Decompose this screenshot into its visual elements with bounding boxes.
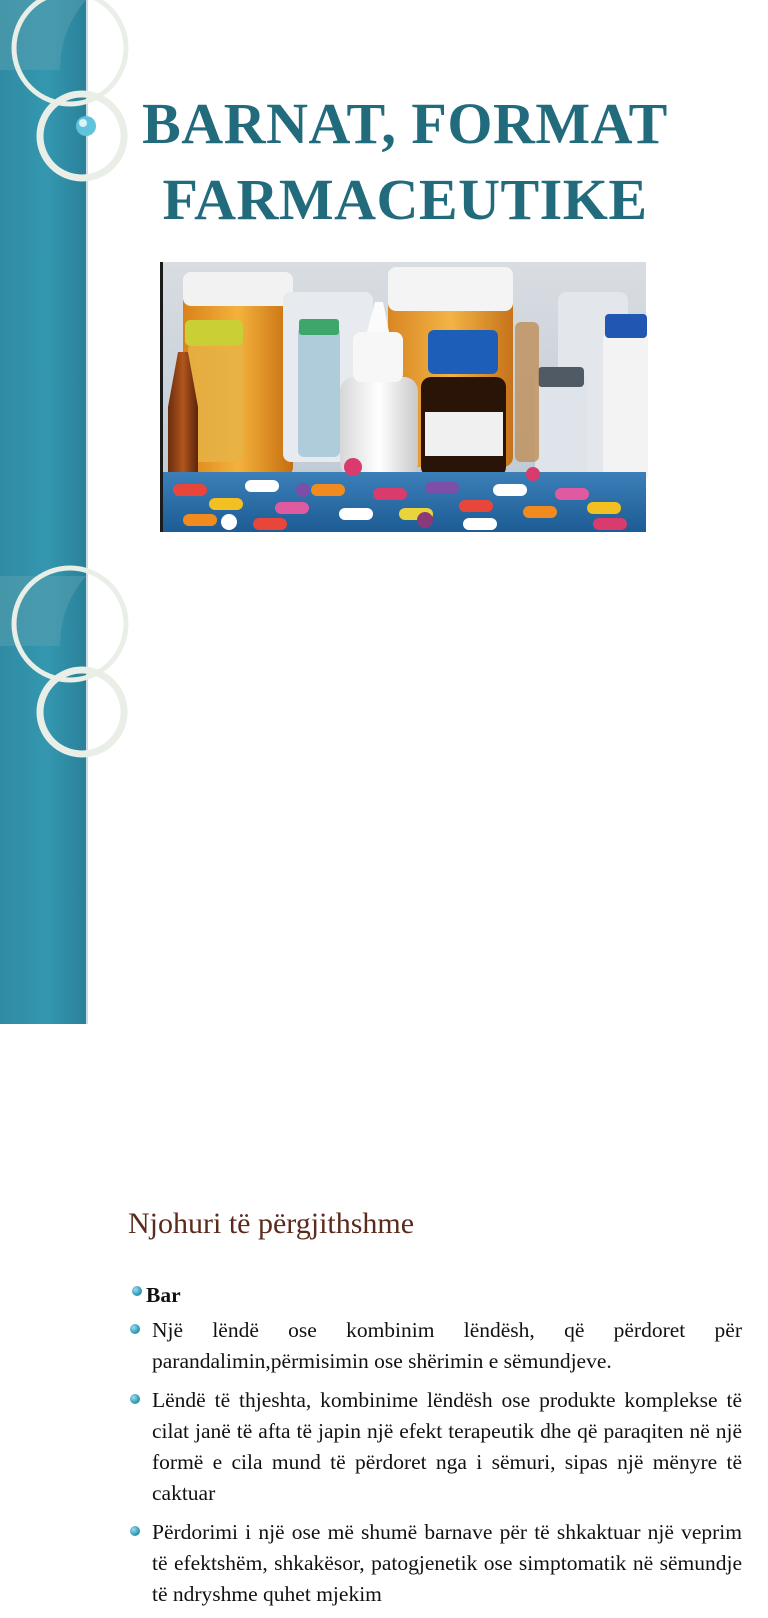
title-line-1: BARNAT, FORMAT xyxy=(142,91,668,156)
bullet-item xyxy=(128,1280,742,1311)
bullet-text: Një lëndë ose kombinim lëndësh, që përdoret për parandalimin,përmisimin ose shërimin e sëmundjeve. xyxy=(152,1318,742,1373)
bullet-item xyxy=(128,1385,742,1509)
bullet-icon xyxy=(132,1286,142,1296)
medicine-photo xyxy=(160,262,646,532)
section-subtitle: Njohuri të përgjithshme xyxy=(128,1207,415,1240)
bullet-icon xyxy=(130,1394,140,1404)
title-line-2: FARMACEUTIKE xyxy=(162,167,648,232)
bullet-item xyxy=(128,1517,742,1610)
bullet-text: Përdorimi i një ose më shumë barnave për të shkaktuar një veprim të efektshëm, shkakësor, patogjenetik ose simptomatik në sëmundje të ndryshme quhet mjekim xyxy=(152,1520,742,1606)
bullet-icon xyxy=(130,1526,140,1536)
bullet-item xyxy=(128,1315,742,1377)
decorative-rings xyxy=(0,576,180,776)
slide-title xyxy=(0,0,768,576)
bullet-text: Lëndë të thjeshta, kombinime lëndësh ose produkte komplekse të cilat janë të afta të japin një efekt terapeutik dhe që paraqiten në një formë e cila mund të përdoret nga i sëmuri, sipas një mënyre të caktuar xyxy=(152,1388,742,1505)
medicine-bottles-icon xyxy=(163,262,646,532)
slide-content xyxy=(0,576,768,1606)
slide-title-heading xyxy=(100,86,710,238)
bullet-list xyxy=(128,1280,742,1618)
bullet-icon xyxy=(130,1324,140,1334)
bullet-text: Bar xyxy=(146,1283,181,1307)
